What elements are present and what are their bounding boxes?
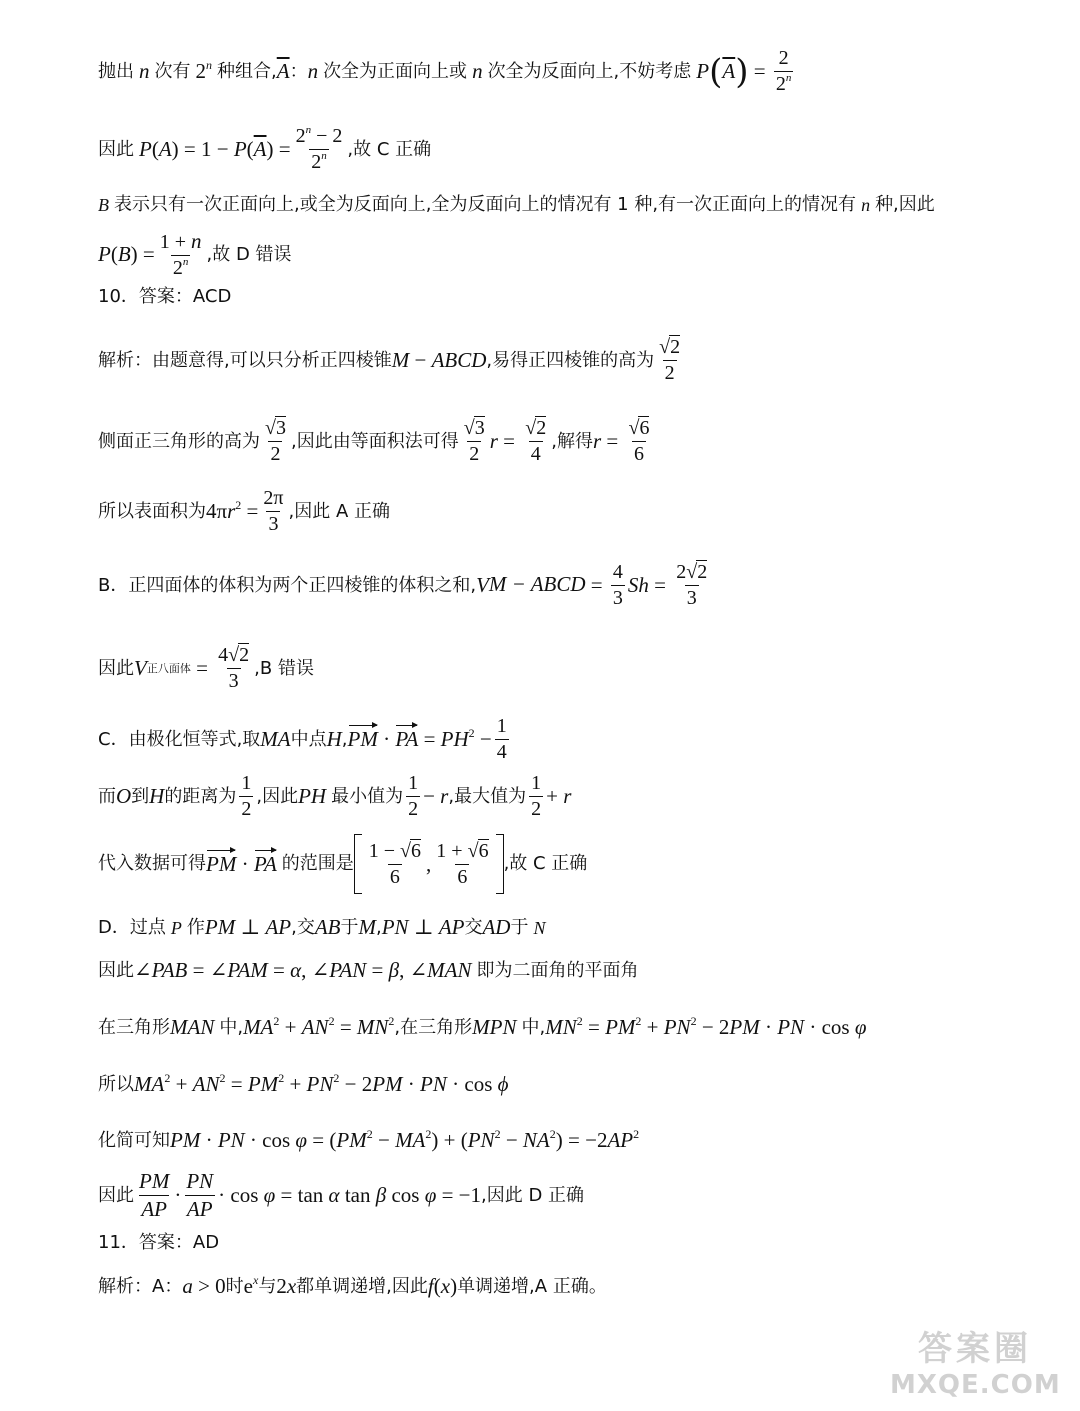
text: ,因此	[256, 785, 299, 807]
text: 中,	[219, 1016, 244, 1038]
text: 作	[186, 916, 205, 938]
text: ,故 C 正确	[503, 853, 588, 874]
text-line-8: 所以表面积为 $4\pi r^2$ = $\frac{2\pi}{3}$ ,因此 A 正确	[98, 487, 390, 535]
text: 最小值为	[331, 785, 404, 807]
text: D．过点	[98, 916, 166, 938]
text: 所以表面积为	[98, 500, 206, 522]
text: ,B 错误	[254, 657, 314, 679]
text-line-3: B 表示只有一次正面向上,或全为反面向上,全为反面向上的情况有 1 种,有一次正面向上的情况有 n 种,因此	[98, 194, 935, 215]
text: 于	[340, 916, 359, 938]
text: ,因此 A 正确	[288, 500, 390, 522]
text-line-2: 因此 $P(A) = 1 - P(\overline{A})$ = $\frac{2^n - 2}{2^n}$ ,故 C 正确	[98, 124, 432, 173]
text-line-1: 抛出 n 次有 2$^n$ 种组合, $\overline{A}$ ： n 次全为正面向上或 n 次全为反面向上,不妨考虑 P ( $\overline{A}$ ) = $\frac{2}{2^n}$	[98, 47, 792, 95]
text-line-14: D．过点 P 作 PM ⊥ AP ,交 AB 于 M , PN ⊥ AP 交 AD 于 N	[98, 915, 546, 939]
text-line-10: 因此 V 正八面体 = $\frac{4√2}{3}$ ,B 错误	[98, 644, 314, 692]
text: 单调递增,A 正确。	[457, 1275, 607, 1297]
text: 而	[98, 785, 116, 807]
text: 所以	[98, 1073, 134, 1095]
text-line-19: 因此 $\frac{PM}{AP}$ · $\frac{PN}{AP}$ · cos φ = tan α tan β cos φ = −1 ,因此 D 正确	[98, 1169, 585, 1221]
text-line-11: C．由极化恒等式,取 MA 中点 H , PM · PA = $PH^2$ − $\frac{1}{4}$	[98, 715, 507, 763]
answer-11	[98, 1234, 219, 1252]
text: ,在三角形	[394, 1016, 473, 1038]
text-line-13: 代入数据可得 PM · PA 的范围是 $\frac{1 - √6}{6}$ , $\frac{1 + √6}{6}$ ,故 C 正确	[98, 834, 587, 894]
text: ,因此 D 正确	[481, 1184, 585, 1206]
text: 10．答案：ACD	[98, 286, 232, 307]
text-line-15: 因此 ∠PAB = ∠PAM = α, ∠PAN = β, ∠MAN 即为二面角的平面角	[98, 958, 639, 982]
text: ,交	[291, 916, 315, 938]
text: C．由极化恒等式,取	[98, 728, 261, 750]
text-line-16: 在三角形 MAN 中, $MA^2 + AN^2 = MN^2$ ,在三角形 MPN 中, $MN^2 = PM^2 + PN^2 - 2PM$ · PN · cos φ	[98, 1014, 867, 1039]
text: 11．答案：AD	[98, 1232, 220, 1253]
text: ,易得正四棱锥的高为	[486, 349, 655, 371]
text-line-21: 解析：A： a > 0 时 $e^x$ 与 2x 都单调递增,因此 f(x) 单调递增,A 正确。	[98, 1273, 607, 1298]
text: 因此	[98, 959, 134, 981]
text: 即为二面角的平面角	[476, 959, 639, 981]
text: 因此	[98, 657, 134, 679]
text: 种组合,	[217, 60, 277, 82]
text: ,故 C 正确	[347, 138, 432, 160]
answer-10	[98, 288, 231, 306]
text: 因此	[98, 138, 134, 160]
watermark-text: 答案圈	[918, 1329, 1032, 1369]
text: 于	[510, 916, 529, 938]
text-line-12: 而 O 到 H 的距离为 $\frac{1}{2}$ ,因此 PH 最小值为 $\frac{1}{2}$ − r ,最大值为 $\frac{1}{2}$ + r	[98, 772, 572, 820]
watermark-logo	[890, 1321, 1060, 1401]
text: 侧面正三角形的高为	[98, 430, 260, 452]
watermark-url: MXQE.COM	[890, 1370, 1061, 1400]
text: 次全为正面向上或	[323, 60, 468, 82]
text: 的范围是	[281, 853, 354, 874]
text: 在三角形	[98, 1016, 170, 1038]
text: 与	[258, 1275, 277, 1297]
text-line-9: B．正四面体的体积为两个正四棱锥的体积之和, V M − ABCD = $\frac{4}{3}$ Sh = $\frac{2√2}{3}$	[98, 561, 708, 609]
text: 因此	[98, 1184, 134, 1206]
text-line-6: 解析：由题意得,可以只分析正四棱锥 M − ABCD ,易得正四棱锥的高为 $\frac{√2}{2}$	[98, 336, 681, 384]
text: 的距离为	[164, 785, 237, 807]
text: 化简可知	[98, 1129, 170, 1151]
text: ,	[341, 728, 348, 750]
text: 都单调递增,因此	[296, 1275, 428, 1297]
text: ,	[376, 916, 382, 938]
text: 解析：A：	[98, 1275, 183, 1297]
text: ,最大值为	[448, 785, 527, 807]
text-line-17: 所以 $MA^2 + AN^2 = PM^2 + PN^2 - 2PM$ · PN · cos ϕ	[98, 1071, 509, 1096]
text: 交	[464, 916, 483, 938]
text: 代入数据可得	[98, 853, 206, 874]
text: B．正四面体的体积为两个正四棱锥的体积之和,	[98, 574, 477, 596]
text: 抛出	[98, 60, 134, 82]
text: ,故 D 错误	[206, 243, 292, 265]
text: 到	[131, 785, 150, 807]
text: 中点	[290, 728, 327, 750]
text: 种,因此	[875, 194, 935, 215]
text-line-4: P(B) = $\frac{1 + n}{2^n}$ ,故 D 错误	[98, 229, 292, 279]
text: 表示只有一次正面向上,或全为反面向上,全为反面向上的情况有 1 种,有一次正面向上的情况有	[114, 194, 857, 215]
text-line-7: 侧面正三角形的高为 $\frac{√3}{2}$ ,因此由等面积法可得 $\frac{√3}{2}$ r = $\frac{√2}{4}$ ,解得 r = $\frac{√6}{6}$	[98, 417, 650, 465]
text: ,解得	[551, 430, 593, 452]
text: ,因此由等面积法可得	[290, 430, 459, 452]
text: 次有	[154, 60, 191, 82]
text: 时	[225, 1275, 244, 1297]
text: 次全为反面向上,不妨考虑	[487, 60, 692, 82]
text-line-18: 化简可知 PM · PN · $\cos \varphi = (PM^2 - MA^2) + (PN^2 - NA^2) = -2AP^2$	[98, 1127, 640, 1152]
text: 中,	[521, 1016, 546, 1038]
text: 解析：由题意得,可以只分析正四棱锥	[98, 349, 392, 371]
